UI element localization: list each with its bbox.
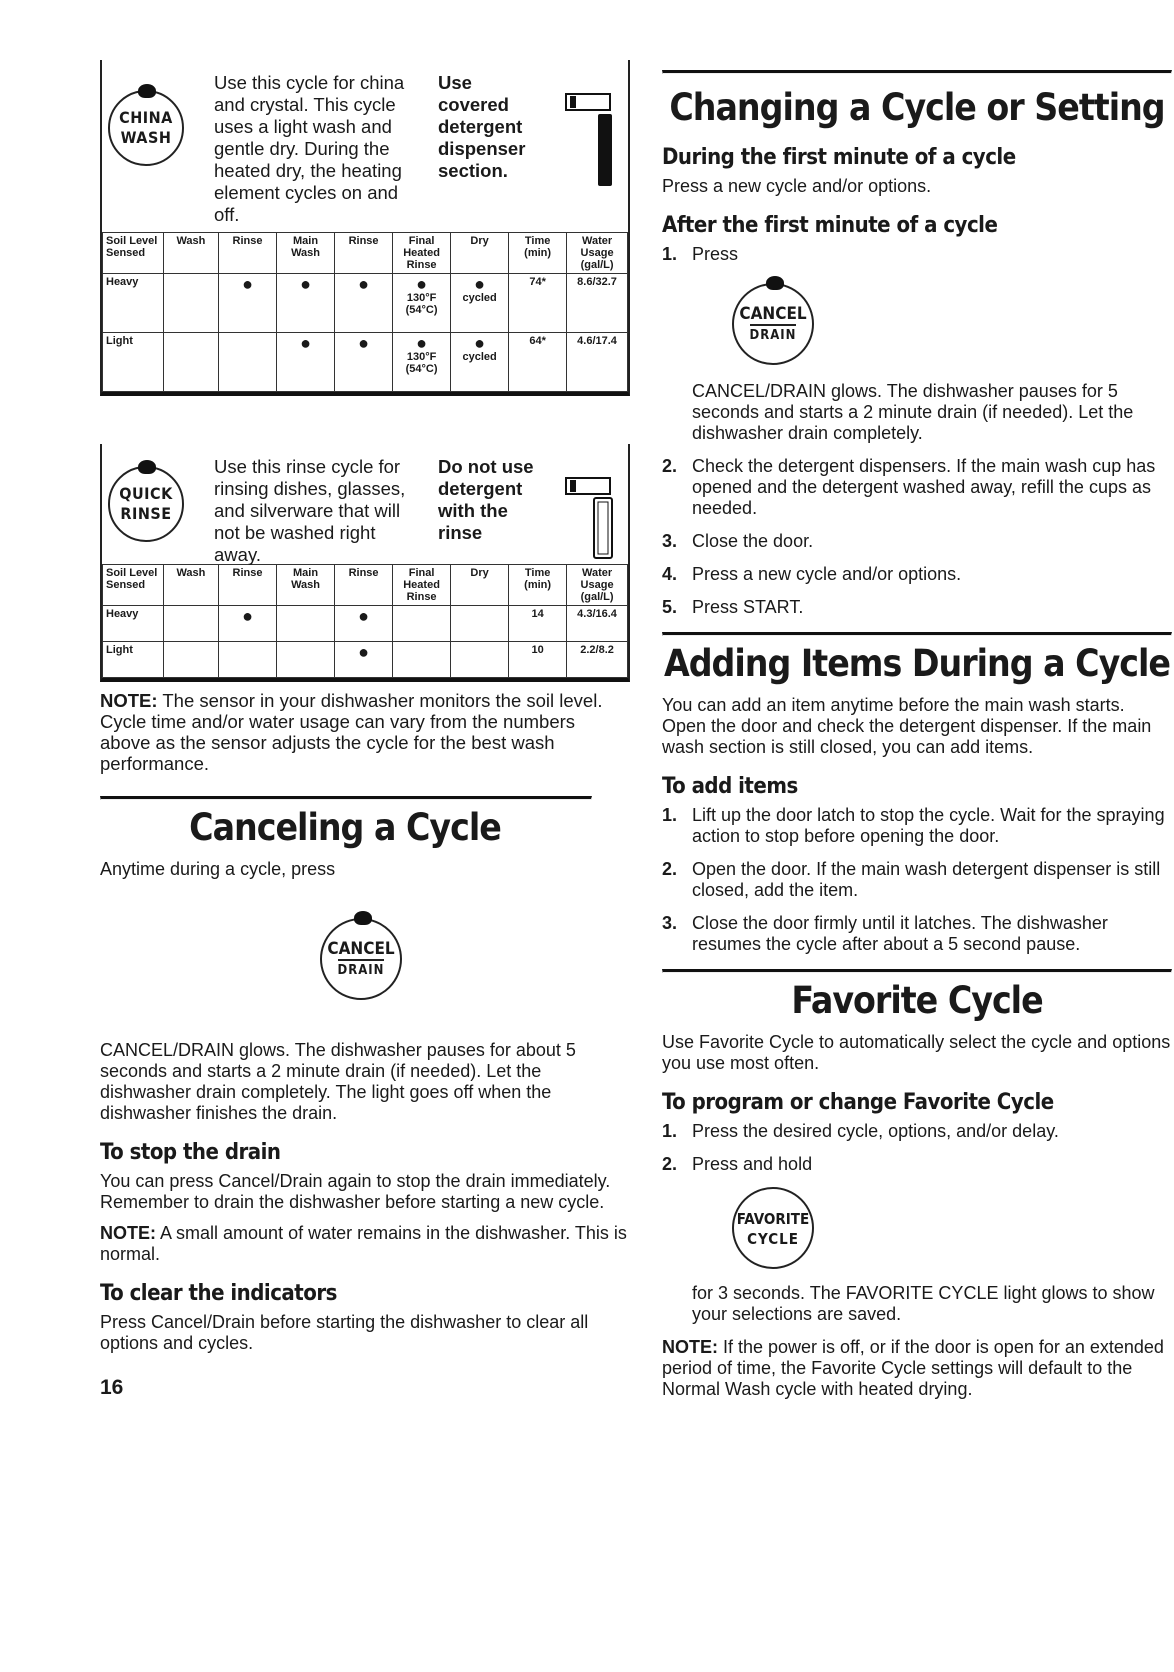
header-rinse: Rinse [335, 233, 393, 274]
page-number: 16 [100, 1376, 124, 1399]
dot-icon: ● [358, 333, 369, 353]
cell-rinse [219, 642, 277, 678]
list-item [662, 597, 1172, 618]
cell-rinse [219, 333, 277, 392]
table-row [103, 642, 628, 678]
header-final-heated-rinse: Final Heated Rinse [393, 233, 451, 274]
canceling-glow-text: CANCEL/DRAIN glows. The dishwasher pauses for about 5 seconds and starts a 2 minute drain (if needed). Let the dishwasher drain completely. The light goes off when the dishwasher finishes the drain. [100, 1040, 576, 1123]
quick-rinse-description: Use this rinse cycle for rinsing dishes, glasses, and silverware that will not be washed right away. [214, 456, 406, 565]
step-number: 5. [662, 597, 678, 617]
header-rinse: Rinse [219, 565, 277, 606]
china-wash-header [102, 60, 628, 232]
step-number: 2. [662, 456, 678, 476]
step-number: 2. [662, 1154, 678, 1174]
step-number: 2. [662, 859, 678, 879]
cell-water: 4.3/16.4 [567, 606, 628, 642]
canceling-title: Canceling a Cycle [189, 806, 501, 849]
indicator-light-icon [354, 911, 372, 925]
step-text: Press a new cycle and/or options. [692, 564, 962, 584]
china-wash-table [102, 232, 628, 392]
note-text: If the power is off, or if the door is open for an extended period of time, the Favorite Cycle settings will default to the Normal Wash cycle with heated drying. [662, 1337, 1164, 1399]
section-divider [662, 632, 1172, 636]
cell-soil: Light [103, 642, 164, 678]
sensor-note [100, 690, 630, 774]
cancel-drain-button-icon [732, 283, 814, 365]
dot-icon: ● [474, 274, 486, 294]
header-main-wash: Main Wash [277, 565, 335, 606]
list-item [662, 1154, 1172, 1325]
header-final-heated-rinse: Final Heated Rinse [393, 565, 451, 606]
note-text: The sensor in your dishwasher monitors the soil level. Cycle time and/or water usage can vary from the numbers above as the sensor adjusts the cycle for the best wash performance. [100, 690, 603, 774]
table-header-row [103, 565, 628, 606]
list-item [662, 564, 1172, 585]
list-item [662, 913, 1172, 955]
button-top-label: CANCEL [327, 939, 395, 959]
table-row [103, 606, 628, 642]
stop-drain-text: You can press Cancel/Drain again to stop the drain immediately. Remember to drain the dishwasher before starting a new cycle. [100, 1171, 611, 1212]
header-wash: Wash [163, 565, 218, 606]
cell-wash [163, 642, 218, 678]
right-column [662, 60, 1172, 1410]
header-water-usage: Water Usage (gal/L) [567, 565, 628, 606]
first-minute-heading: During the first minute of a cycle [662, 145, 1016, 170]
step-text: Press the desired cycle, options, and/or delay. [692, 1121, 1059, 1141]
dot-icon: ● [358, 606, 369, 626]
cell-final [393, 642, 451, 678]
header-rinse: Rinse [335, 565, 393, 606]
list-item [662, 244, 1172, 444]
clear-indicators-heading: To clear the indicators [100, 1281, 337, 1306]
favorite-cycle-button-icon [732, 1187, 814, 1269]
list-item [662, 805, 1172, 847]
cell-wash [163, 606, 218, 642]
button-bottom-label: DRAIN [338, 959, 385, 979]
badge-bottom-text: WASH [120, 128, 172, 147]
dot-icon: ● [358, 642, 369, 662]
cell-time: 10 [509, 642, 567, 678]
section-divider [662, 969, 1172, 973]
dot-icon: ● [474, 333, 486, 353]
dispenser-covered-icon [564, 88, 620, 188]
cell-final [393, 606, 451, 642]
after-minute-heading: After the first minute of a cycle [662, 213, 998, 238]
step-number: 1. [662, 1121, 678, 1141]
step-text: Press [692, 244, 739, 264]
cell-dry [451, 274, 509, 333]
cell-dry [451, 606, 509, 642]
china-wash-badge-icon [108, 90, 184, 166]
step-number: 3. [662, 531, 678, 551]
cell-wash [163, 333, 218, 392]
header-wash: Wash [163, 233, 218, 274]
table-header-row [103, 233, 628, 274]
step-text: Open the door. If the main wash detergent dispenser is still closed, add the item. [692, 859, 1161, 900]
cell-main-wash [277, 333, 335, 392]
note-label: NOTE: [100, 1223, 156, 1243]
cell-water: 2.2/8.2 [567, 642, 628, 678]
quick-rinse-section [100, 444, 630, 682]
cancel-drain-button-icon [320, 918, 402, 1000]
dot-icon: ● [300, 333, 311, 353]
list-item [662, 531, 1172, 552]
cell-main-wash [277, 606, 335, 642]
list-item [662, 456, 1172, 519]
cell-time: 64* [509, 333, 567, 392]
step-number: 1. [662, 805, 678, 825]
step-detail: CANCEL/DRAIN glows. The dishwasher pauses for 5 seconds and starts a 2 minute drain (if needed). Let the dishwasher drain completely. [692, 381, 1134, 443]
quick-rinse-badge-icon [108, 466, 184, 542]
step-text: Press START. [692, 597, 804, 617]
table-row [103, 274, 628, 333]
dot-icon: ● [358, 274, 369, 294]
china-wash-detergent-note: Use covered detergent dispenser section. [438, 72, 526, 181]
program-favorite-heading: To program or change Favorite Cycle [662, 1090, 1054, 1115]
favorite-note [662, 1337, 1172, 1400]
header-time: Time (min) [509, 565, 567, 606]
china-wash-section [100, 60, 630, 396]
cell-rinse [219, 606, 277, 642]
quick-rinse-detergent-note: Do not use detergent with the rinse [438, 456, 534, 543]
cell-dry [451, 642, 509, 678]
note-label: NOTE: [100, 690, 158, 711]
dot-icon: ● [242, 274, 253, 294]
header-time: Time (min) [509, 233, 567, 274]
step-number: 1. [662, 244, 678, 264]
cell-soil: Light [103, 333, 164, 392]
dry-text: cycled [462, 292, 497, 304]
cell-final [393, 274, 451, 333]
step-number: 4. [662, 564, 678, 584]
add-items-heading: To add items [662, 774, 798, 799]
dot-icon: ● [416, 274, 428, 294]
favorite-title: Favorite Cycle [791, 979, 1043, 1022]
header-soil: Soil Level Sensed [103, 565, 164, 606]
changing-title: Changing a Cycle or Setting [669, 86, 1165, 129]
cell-time: 74* [509, 274, 567, 333]
final-temp: 130°F (54°C) [405, 292, 438, 316]
favorite-intro: Use Favorite Cycle to automatically select the cycle and options you use most often. [662, 1032, 1171, 1073]
section-divider [100, 796, 592, 800]
cell-main-wash [277, 642, 335, 678]
header-soil: Soil Level Sensed [103, 233, 164, 274]
button-top-label: FAVORITE [736, 1210, 810, 1228]
badge-top-text: QUICK [119, 484, 173, 503]
header-main-wash: Main Wash [277, 233, 335, 274]
button-top-label: CANCEL [739, 304, 807, 324]
button-bottom-label: CYCLE [747, 1230, 799, 1248]
header-dry: Dry [451, 565, 509, 606]
indicator-light-icon [766, 276, 784, 290]
header-water-usage: Water Usage (gal/L) [567, 233, 628, 274]
cell-rinse [335, 642, 393, 678]
cell-dry [451, 333, 509, 392]
changing-steps [662, 244, 1172, 618]
note-text: A small amount of water remains in the dishwasher. This is normal. [100, 1223, 627, 1264]
adding-title: Adding Items During a Cycle [663, 642, 1171, 685]
cell-soil: Heavy [103, 606, 164, 642]
table-row [103, 333, 628, 392]
add-items-steps [662, 805, 1172, 955]
header-rinse: Rinse [219, 233, 277, 274]
step-number: 3. [662, 913, 678, 933]
dot-icon: ● [416, 333, 428, 353]
left-column [100, 60, 630, 1400]
step-text: Close the door. [692, 531, 814, 551]
cell-main-wash [277, 274, 335, 333]
step-text: Close the door firmly until it latches. The dishwasher resumes the cycle after about a 5 second pause. [692, 913, 1108, 954]
note-label: NOTE: [662, 1337, 718, 1357]
step-text: Lift up the door latch to stop the cycle. Wait for the spraying action to stop before opening the door. [692, 805, 1165, 846]
step-text: Check the detergent dispensers. If the main wash cup has opened and the detergent washed away, refill the cups as needed. [692, 456, 1156, 518]
stop-drain-heading: To stop the drain [100, 1140, 281, 1165]
canceling-intro: Anytime during a cycle, press [100, 859, 336, 879]
dispenser-open-icon [564, 472, 620, 562]
button-bottom-label: DRAIN [750, 324, 797, 344]
cell-wash [163, 274, 218, 333]
cell-rinse [335, 333, 393, 392]
cell-rinse [335, 606, 393, 642]
dry-text: cycled [462, 351, 497, 363]
dot-icon: ● [300, 274, 311, 294]
cell-water: 8.6/32.7 [567, 274, 628, 333]
step-detail: for 3 seconds. The FAVORITE CYCLE light glows to show your selections are saved. [692, 1283, 1155, 1324]
cell-soil: Heavy [103, 274, 164, 333]
quick-rinse-header [102, 444, 628, 564]
header-dry: Dry [451, 233, 509, 274]
badge-bottom-text: RINSE [120, 504, 172, 523]
favorite-steps [662, 1121, 1172, 1325]
stop-drain-note [100, 1223, 630, 1265]
clear-indicators-text: Press Cancel/Drain before starting the dishwasher to clear all options and cycles. [100, 1312, 589, 1353]
first-minute-text: Press a new cycle and/or options. [662, 176, 932, 196]
cell-time: 14 [509, 606, 567, 642]
cell-water: 4.6/17.4 [567, 333, 628, 392]
dot-icon: ● [242, 606, 253, 626]
cell-rinse [335, 274, 393, 333]
section-divider [662, 70, 1172, 74]
list-item [662, 1121, 1172, 1142]
list-item [662, 859, 1172, 901]
cell-final [393, 333, 451, 392]
final-temp: 130°F (54°C) [405, 351, 438, 375]
china-wash-description: Use this cycle for china and crystal. This cycle uses a light wash and gentle dry. During the heated dry, the heating element cycles on and off. [214, 72, 405, 225]
badge-top-text: CHINA [119, 108, 173, 127]
adding-intro: You can add an item anytime before the main wash starts. Open the door and check the detergent dispenser. If the main wash section is still closed, you can add items. [662, 695, 1152, 757]
step-text: Press and hold [692, 1154, 813, 1174]
cell-rinse [219, 274, 277, 333]
quick-rinse-table [102, 564, 628, 678]
